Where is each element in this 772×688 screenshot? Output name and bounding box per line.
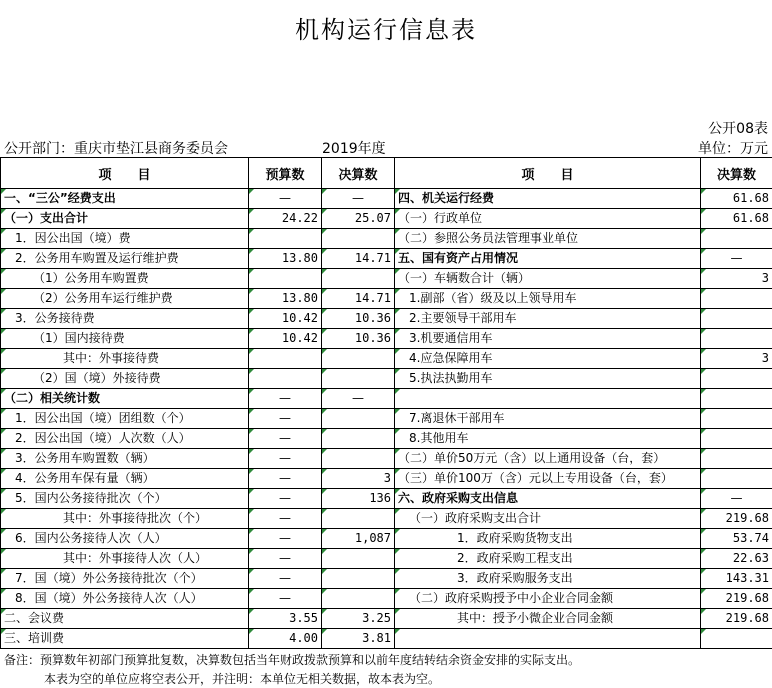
table-row — [1, 489, 772, 509]
cell-final-right: 61.68 — [701, 189, 772, 209]
cell-item-left: 1．因公出国（境）费 — [1, 229, 249, 249]
cell-item-left: 其中：外事接待费 — [1, 349, 249, 369]
cell-final-left — [322, 229, 395, 249]
table-row — [1, 289, 772, 309]
cell-budget — [249, 229, 322, 249]
table-row — [1, 589, 772, 609]
cell-item-right: 四、机关运行经费 — [395, 189, 701, 209]
footnote-2: 本表为空的单位应将空表公开，并注明：本单位无相关数据，故本表为空。 — [44, 672, 441, 686]
cell-item-right: 3．政府采购服务支出 — [395, 569, 701, 589]
table-row — [1, 449, 772, 469]
cell-budget: 4.00 — [249, 629, 322, 649]
cell-item-right: 1.副部（省）级及以上领导用车 — [395, 289, 701, 309]
cell-budget — [249, 349, 322, 369]
table-row — [1, 429, 772, 449]
cell-item-left: （1）国内接待费 — [1, 329, 249, 349]
cell-item-left: 8．国（境）外公务接待人次（人） — [1, 589, 249, 609]
table-row — [1, 609, 772, 629]
footnote: 备注：预算数年初部门预算批复数，决算数包括当年财政拨款预算和以前年度结转结余资金安排的实际支出。 — [4, 653, 581, 667]
cell-item-right: 1．政府采购货物支出 — [395, 529, 701, 549]
cell-item-left: （1）公务用车购置费 — [1, 269, 249, 289]
cell-final-right — [701, 289, 772, 309]
cell-final-left: — — [322, 389, 395, 409]
cell-final-left — [322, 269, 395, 289]
cell-item-right: 2．政府采购工程支出 — [395, 549, 701, 569]
table-row — [1, 629, 772, 649]
department-label: 公开部门：重庆市垫江县商务委员会 — [4, 141, 228, 157]
header-item-left: 项 目 — [1, 158, 249, 189]
cell-budget: 24.22 — [249, 209, 322, 229]
unit-label: 单位：万元 — [698, 141, 768, 157]
cell-final-left — [322, 369, 395, 389]
cell-item-right: （二）参照公务员法管理事业单位 — [395, 229, 701, 249]
cell-final-left: 25.07 — [322, 209, 395, 229]
cell-final-left — [322, 589, 395, 609]
cell-item-left: 6．国内公务接待人次（人） — [1, 529, 249, 549]
cell-final-left: 14.71 — [322, 289, 395, 309]
cell-item-left: 2．因公出国（境）人次数（人） — [1, 429, 249, 449]
cell-final-left: 3.25 — [322, 609, 395, 629]
table-row — [1, 409, 772, 429]
cell-item-right: 7.离退休干部用车 — [395, 409, 701, 429]
cell-item-right — [395, 389, 701, 409]
cell-final-right — [701, 389, 772, 409]
cell-final-right: — — [701, 489, 772, 509]
cell-final-right — [701, 409, 772, 429]
cell-item-left: （一）支出合计 — [1, 209, 249, 229]
cell-item-right: （二）单价50万元（含）以上通用设备（台，套） — [395, 449, 701, 469]
cell-budget: — — [249, 589, 322, 609]
cell-final-right: 61.68 — [701, 209, 772, 229]
cell-budget: — — [249, 389, 322, 409]
cell-budget: — — [249, 569, 322, 589]
cell-final-right — [701, 429, 772, 449]
table-row — [1, 309, 772, 329]
cell-budget: 13.80 — [249, 249, 322, 269]
table-row — [1, 369, 772, 389]
table-row — [1, 269, 772, 289]
table-row — [1, 329, 772, 349]
cell-final-right: 3 — [701, 349, 772, 369]
cell-item-left: （2）公务用车运行维护费 — [1, 289, 249, 309]
cell-item-right: 3.机要通信用车 — [395, 329, 701, 349]
cell-budget: — — [249, 529, 322, 549]
cell-final-left: 1,087 — [322, 529, 395, 549]
form-code: 公开08表 — [708, 121, 768, 137]
cell-final-right — [701, 329, 772, 349]
cell-item-left: 3．公务接待费 — [1, 309, 249, 329]
cell-budget: — — [249, 429, 322, 449]
table-row — [1, 349, 772, 369]
cell-item-left: 3．公务用车购置数（辆） — [1, 449, 249, 469]
table-row — [1, 509, 772, 529]
cell-final-right — [701, 229, 772, 249]
cell-final-left — [322, 569, 395, 589]
cell-final-right — [701, 369, 772, 389]
header-final-right: 决算数 — [701, 158, 772, 189]
cell-item-right: （三）单价100万（含）元以上专用设备（台，套） — [395, 469, 701, 489]
cell-budget: 13.80 — [249, 289, 322, 309]
cell-final-left — [322, 429, 395, 449]
cell-final-right: 219.68 — [701, 609, 772, 629]
cell-budget: — — [249, 189, 322, 209]
cell-budget: — — [249, 509, 322, 529]
info-table — [0, 157, 772, 649]
cell-final-right: 22.63 — [701, 549, 772, 569]
cell-item-right — [395, 629, 701, 649]
header-item-right: 项 目 — [395, 158, 701, 189]
cell-item-right: 5.执法执勤用车 — [395, 369, 701, 389]
table-row — [1, 209, 772, 229]
cell-budget: — — [249, 469, 322, 489]
cell-item-right: 五、国有资产占用情况 — [395, 249, 701, 269]
cell-item-left: 2．公务用车购置及运行维护费 — [1, 249, 249, 269]
cell-final-right: 143.31 — [701, 569, 772, 589]
cell-final-right — [701, 449, 772, 469]
cell-final-right: 219.68 — [701, 589, 772, 609]
cell-item-left: 1．因公出国（境）团组数（个） — [1, 409, 249, 429]
cell-item-right: 其中：授予小微企业合同金额 — [395, 609, 701, 629]
cell-budget: — — [249, 449, 322, 469]
cell-final-left: 136 — [322, 489, 395, 509]
cell-item-right: （一）行政单位 — [395, 209, 701, 229]
cell-item-right: （一）政府采购支出合计 — [395, 509, 701, 529]
cell-final-right — [701, 629, 772, 649]
cell-budget — [249, 369, 322, 389]
cell-budget: 3.55 — [249, 609, 322, 629]
table-row — [1, 229, 772, 249]
table-row — [1, 549, 772, 569]
cell-final-right — [701, 469, 772, 489]
cell-final-right: 3 — [701, 269, 772, 289]
cell-final-left: 14.71 — [322, 249, 395, 269]
cell-item-left: 7．国（境）外公务接待批次（个） — [1, 569, 249, 589]
cell-item-left: 二、会议费 — [1, 609, 249, 629]
table-header-row — [1, 158, 772, 189]
cell-item-left: 一、“三公”经费支出 — [1, 189, 249, 209]
cell-budget: — — [249, 409, 322, 429]
cell-item-right: 2.主要领导干部用车 — [395, 309, 701, 329]
header-budget: 预算数 — [249, 158, 322, 189]
table-row — [1, 529, 772, 549]
cell-item-left: 其中：外事接待批次（个） — [1, 509, 249, 529]
cell-budget — [249, 269, 322, 289]
cell-final-left — [322, 549, 395, 569]
cell-item-left: 4．公务用车保有量（辆） — [1, 469, 249, 489]
cell-item-right: （一）车辆数合计（辆） — [395, 269, 701, 289]
cell-final-left — [322, 509, 395, 529]
cell-final-right: — — [701, 249, 772, 269]
cell-final-left — [322, 349, 395, 369]
cell-item-right: 4.应急保障用车 — [395, 349, 701, 369]
cell-final-left: 10.36 — [322, 329, 395, 349]
cell-item-left: （二）相关统计数 — [1, 389, 249, 409]
fiscal-year: 2019年度 — [322, 141, 386, 157]
cell-final-left — [322, 409, 395, 429]
cell-item-right: 六、政府采购支出信息 — [395, 489, 701, 509]
cell-budget: 10.42 — [249, 329, 322, 349]
cell-final-left: 3 — [322, 469, 395, 489]
cell-budget: 10.42 — [249, 309, 322, 329]
table-row — [1, 569, 772, 589]
cell-item-right: （二）政府采购授予中小企业合同金额 — [395, 589, 701, 609]
cell-item-left: 三、培训费 — [1, 629, 249, 649]
cell-item-left: 其中：外事接待人次（人） — [1, 549, 249, 569]
cell-item-left: 5．国内公务接待批次（个） — [1, 489, 249, 509]
cell-final-right — [701, 309, 772, 329]
page-title: 机构运行信息表 — [295, 16, 477, 44]
cell-final-left — [322, 449, 395, 469]
cell-final-left: 10.36 — [322, 309, 395, 329]
header-final-left: 决算数 — [322, 158, 395, 189]
table-row — [1, 189, 772, 209]
table-row — [1, 249, 772, 269]
cell-final-left: — — [322, 189, 395, 209]
cell-final-right: 219.68 — [701, 509, 772, 529]
cell-item-right: 8.其他用车 — [395, 429, 701, 449]
table-row — [1, 469, 772, 489]
cell-final-left: 3.81 — [322, 629, 395, 649]
cell-budget: — — [249, 549, 322, 569]
table-body — [1, 189, 772, 649]
cell-final-right: 53.74 — [701, 529, 772, 549]
table-row — [1, 389, 772, 409]
cell-budget: — — [249, 489, 322, 509]
cell-item-left: （2）国（境）外接待费 — [1, 369, 249, 389]
